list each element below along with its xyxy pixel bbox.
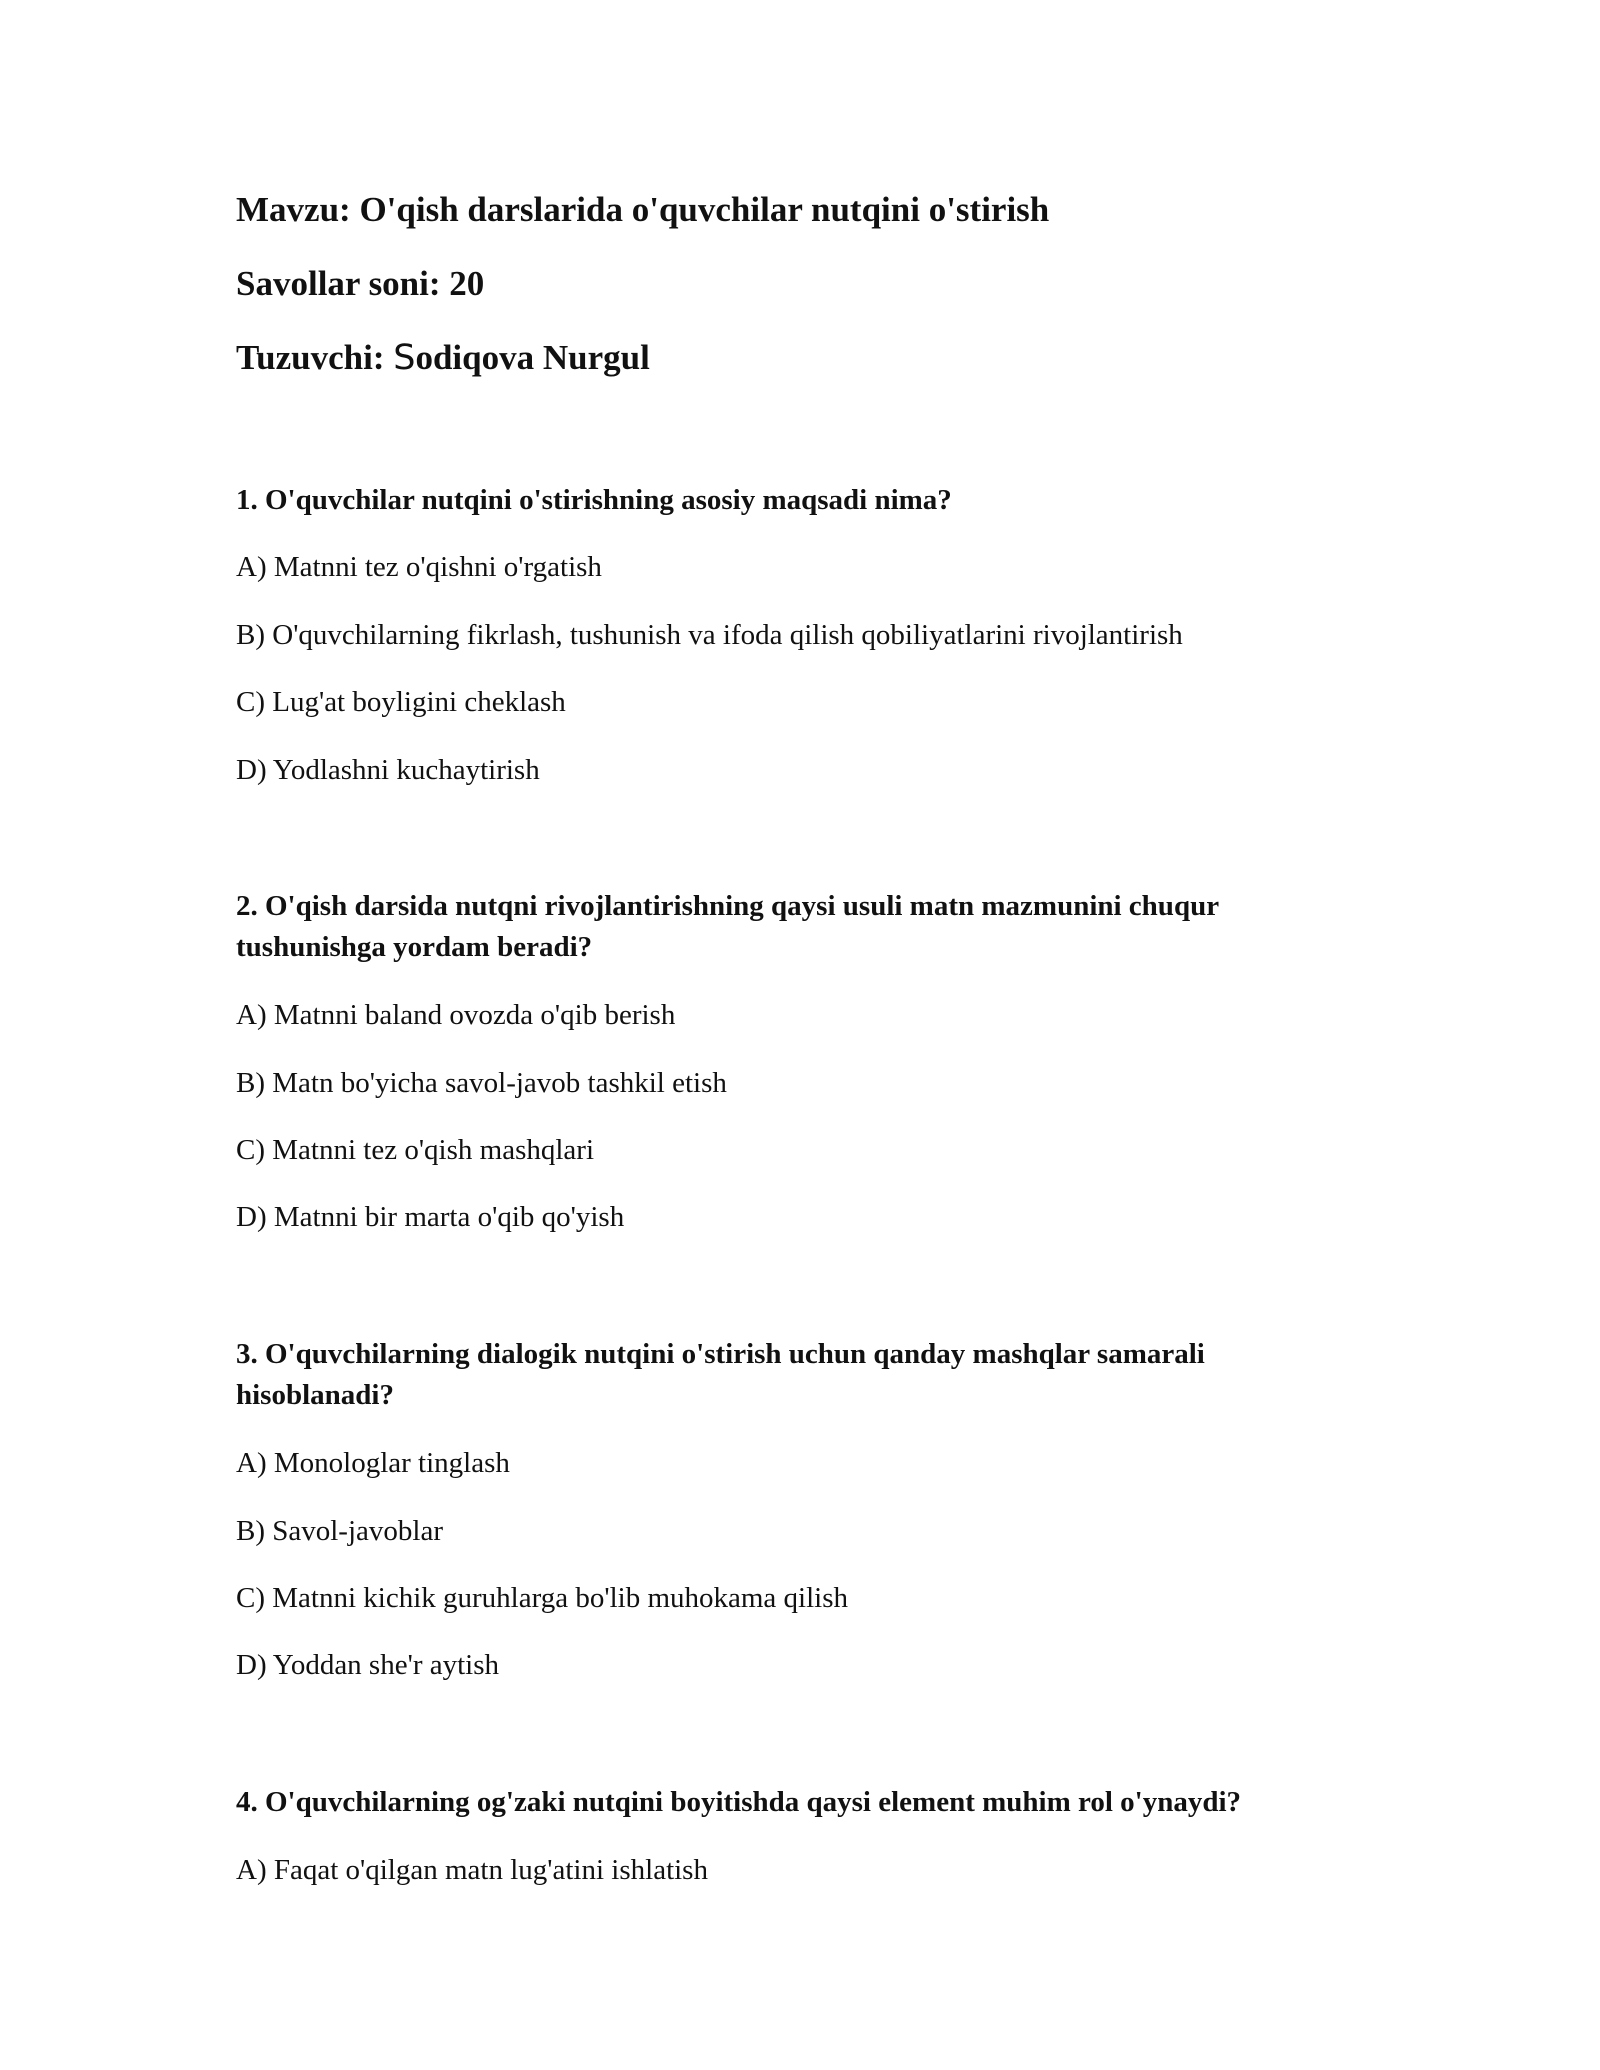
answer-option: A) Faqat o'qilgan matn lug'atini ishlatish (236, 1854, 708, 1886)
answer-option: A) Matnni baland ovozda o'qib berish (236, 999, 676, 1031)
answer-option: C) Matnni kichik guruhlarga bo'lib muhokama qilish (236, 1582, 849, 1614)
author-initial: S (393, 338, 416, 378)
answer-option: B) Matn bo'yicha savol-javob tashkil etish (236, 1067, 727, 1099)
answer-option: D) Yodlashni kuchaytirish (236, 754, 540, 786)
answer-option: B) Savol-javoblar (236, 1515, 443, 1547)
question-title: 2. O'qish darsida nutqni rivojlantirishning qaysi usuli matn mazmunini chuqur tushunishga yordam beradi? (236, 890, 1219, 963)
question-title: 1. O'quvchilar nutqini o'stirishning asosiy maqsadi nima? (236, 484, 952, 516)
answer-option: A) Matnni tez o'qishni o'rgatish (236, 551, 602, 583)
answer-option: C) Matnni tez o'qish mashqlari (236, 1134, 594, 1166)
author-label: Tuzuvchi: (236, 338, 394, 377)
author-heading (236, 338, 650, 378)
question-count-heading: Savollar soni: 20 (236, 264, 485, 303)
answer-option: C) Lug'at boyligini cheklash (236, 686, 566, 718)
author-name-rest: odiqova Nurgul (415, 338, 650, 377)
question-title: 3. O'quvchilarning dialogik nutqini o'stirish uchun qanday mashqlar samarali hisoblanadi? (236, 1338, 1205, 1411)
question-title: 4. O'quvchilarning og'zaki nutqini boyitishda qaysi element muhim rol o'ynaydi? (236, 1786, 1242, 1818)
answer-option: A) Monologlar tinglash (236, 1447, 510, 1479)
topic-heading: Mavzu: O'qish darslarida o'quvchilar nutqini o'stirish (236, 190, 1050, 229)
answer-option: D) Matnni bir marta o'qib qo'yish (236, 1201, 625, 1233)
answer-option: D) Yoddan she'r aytish (236, 1649, 499, 1681)
answer-option: B) O'quvchilarning fikrlash, tushunish va ifoda qilish qobiliyatlarini rivojlantirish (236, 619, 1183, 651)
